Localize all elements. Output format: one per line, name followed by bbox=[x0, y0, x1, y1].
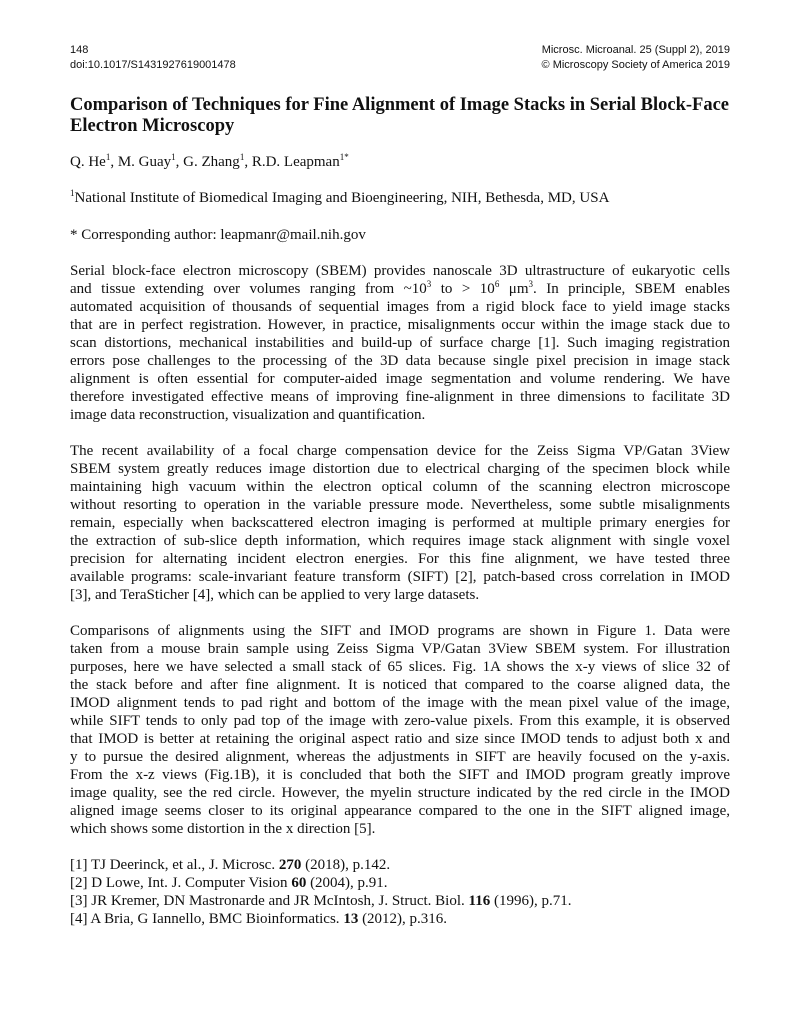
text-line: IMOD alignment tends to pad right and bottom of the image with the mean pixel value of the image, bbox=[70, 695, 730, 711]
superscript: 3 bbox=[528, 279, 533, 289]
superscript: 1 bbox=[70, 188, 75, 198]
superscript: 1 bbox=[171, 152, 176, 162]
superscript: 1* bbox=[339, 152, 349, 162]
paper-body bbox=[70, 262, 730, 928]
text-line: * Corresponding author: leapmanr@mail.nih.gov bbox=[70, 227, 366, 243]
text-line: that are in perfect registration. However, in practice, misalignments occur within the image stack due to bbox=[70, 317, 730, 333]
text-line: Q. He$^1$, M. Guay$^1$, G. Zhang$^1$, R.D. Leapman$^{1*}$ bbox=[70, 152, 349, 170]
text-line: while SIFT tends to only pad top of the image with zero-value pixels. From this example, it is observed bbox=[70, 713, 730, 729]
text-line: automated acquisition of thousands of sequential images from a rigid block face to yield image stacks bbox=[70, 299, 730, 315]
journal-citation: Microsc. Microanal. 25 (Suppl 2), 2019 bbox=[541, 44, 730, 56]
reference-item: [3] JR Kremer, DN Mastronarde and JR McIntosh, J. Struct. Biol. 116 (1996), p.71. bbox=[70, 893, 572, 909]
text-line: taken from a mouse brain sample using Zeiss Sigma VP/Gatan 3View SBEM system. For illustration bbox=[70, 641, 730, 657]
text-line: y to pursue the desired alignment, whereas the adjustments in SIFT are heavily focused on the y-axis. bbox=[70, 749, 730, 765]
text-line: that IMOD is better at retaining the original aspect ratio and size since IMOD tends to adjust both x and bbox=[70, 731, 730, 747]
text-line: available programs: scale-invariant feature transform (SIFT) [2], patch-based cross correlation in IMOD bbox=[70, 569, 730, 585]
volume-number: 13 bbox=[343, 911, 359, 927]
copyright: © Microscopy Society of America 2019 bbox=[541, 59, 730, 71]
paragraph-results bbox=[70, 622, 730, 838]
superscript: 1 bbox=[105, 152, 111, 162]
superscript: 3 bbox=[426, 279, 432, 289]
paragraph-methods bbox=[70, 442, 730, 604]
text-line: alignment is often essential for computer-aided image segmentation and volume rendering. We have bbox=[70, 371, 730, 387]
paragraph-intro bbox=[70, 262, 730, 424]
reference-item: [1] TJ Deerinck, et al., J. Microsc. 270 (2018), p.142. bbox=[70, 857, 391, 873]
text-line: [3], and TeraSticher [4], which can be applied to very large datasets. bbox=[70, 587, 480, 603]
text-line: image data reconstruction, visualization and quantification. bbox=[70, 407, 426, 423]
text-line: image quality, see the red circle. However, the myelin structure indicated by the red circle in the IMOD bbox=[70, 785, 730, 801]
doi[interactable]: doi:10.1017/S1431927619001478 bbox=[70, 59, 236, 71]
text-line: the extraction of sub-slice depth information, which requires image stack alignment with single voxel bbox=[70, 533, 730, 549]
author-list bbox=[70, 153, 349, 171]
text-line: purposes, here we have selected a small stack of 65 slices. Fig. 1A shows the x-y views of slice 32 of bbox=[70, 659, 730, 675]
affiliation bbox=[70, 189, 609, 207]
corresponding-author bbox=[70, 226, 366, 244]
text-line: remain, especially when backscattered electron imaging is performed at multiple primary energies for bbox=[70, 515, 730, 531]
text-line: scan distortions, mechanical instabilities and build-up of surface charge [1]. Such imaging registration bbox=[70, 335, 730, 351]
page-header-left bbox=[70, 43, 236, 73]
text-line: Serial block-face electron microscopy (SBEM) provides nanoscale 3D ultrastructure of eukaryotic cells bbox=[70, 263, 730, 279]
text-line: the stack before and after fine alignment. It is noticed that compared to the coarse aligned data, the bbox=[70, 677, 730, 693]
title-line: Electron Microscopy bbox=[70, 116, 235, 136]
text-line: Comparisons of alignments using the SIFT and IMOD programs are shown in Figure 1. Data were bbox=[70, 623, 730, 639]
page-number: 148 bbox=[70, 44, 89, 56]
text-line: The recent availability of a focal charge compensation device for the Zeiss Sigma VP/Gatan 3View bbox=[70, 443, 730, 459]
volume-number: 270 bbox=[278, 857, 302, 873]
reference-item: [2] D Lowe, Int. J. Computer Vision 60 (2004), p.91. bbox=[70, 875, 388, 891]
page-header-right bbox=[542, 43, 730, 73]
volume-number: 60 bbox=[291, 875, 307, 891]
text-line: $^1$National Institute of Biomedical Imaging and Bioengineering, NIH, Bethesda, MD, USA bbox=[70, 188, 610, 206]
text-line: which shows some distortion in the x direction [5]. bbox=[70, 821, 376, 837]
superscript: 1 bbox=[239, 152, 245, 162]
text-line: therefore investigated effective means of improving fine-alignment in three dimensions to facilitate 3D bbox=[70, 389, 730, 405]
text-line: From the x-z views (Fig.1B), it is concluded that both the SIFT and IMOD program greatly improve bbox=[70, 767, 730, 783]
superscript: 6 bbox=[494, 279, 500, 289]
text-line: and tissue extending over volumes ranging from $\sim 10^3$ to > $10^6$ $\mu m^3$. In principle, SBEM enables bbox=[70, 279, 730, 297]
text-line: without resorting to operation in the variable pressure mode. Nevertheless, some subtle misalignments bbox=[70, 497, 730, 513]
reference-list bbox=[70, 856, 730, 928]
text-line: maintaining high vacuum within the electron optical column of the scanning electron microscope bbox=[70, 479, 730, 495]
text-line: errors pose challenges to the processing of the 3D data because single pixel precision in image stack bbox=[70, 353, 730, 369]
text-line: aligned image seems closer to its original appearance compared to the one in the SIFT aligned image, bbox=[70, 803, 730, 819]
text-line: SBEM system greatly reduces image distortion due to electrical charging of the specimen block while bbox=[70, 461, 730, 477]
title-line: Comparison of Techniques for Fine Alignment of Image Stacks in Serial Block-Face bbox=[70, 95, 729, 115]
text-line: precision for alternating incident electron energies. For this fine alignment, we have tested three bbox=[70, 551, 730, 567]
volume-number: 116 bbox=[468, 893, 491, 909]
reference-item: [4] A Bria, G Iannello, BMC Bioinformatics. 13 (2012), p.316. bbox=[70, 911, 448, 927]
paper-title bbox=[70, 95, 740, 137]
